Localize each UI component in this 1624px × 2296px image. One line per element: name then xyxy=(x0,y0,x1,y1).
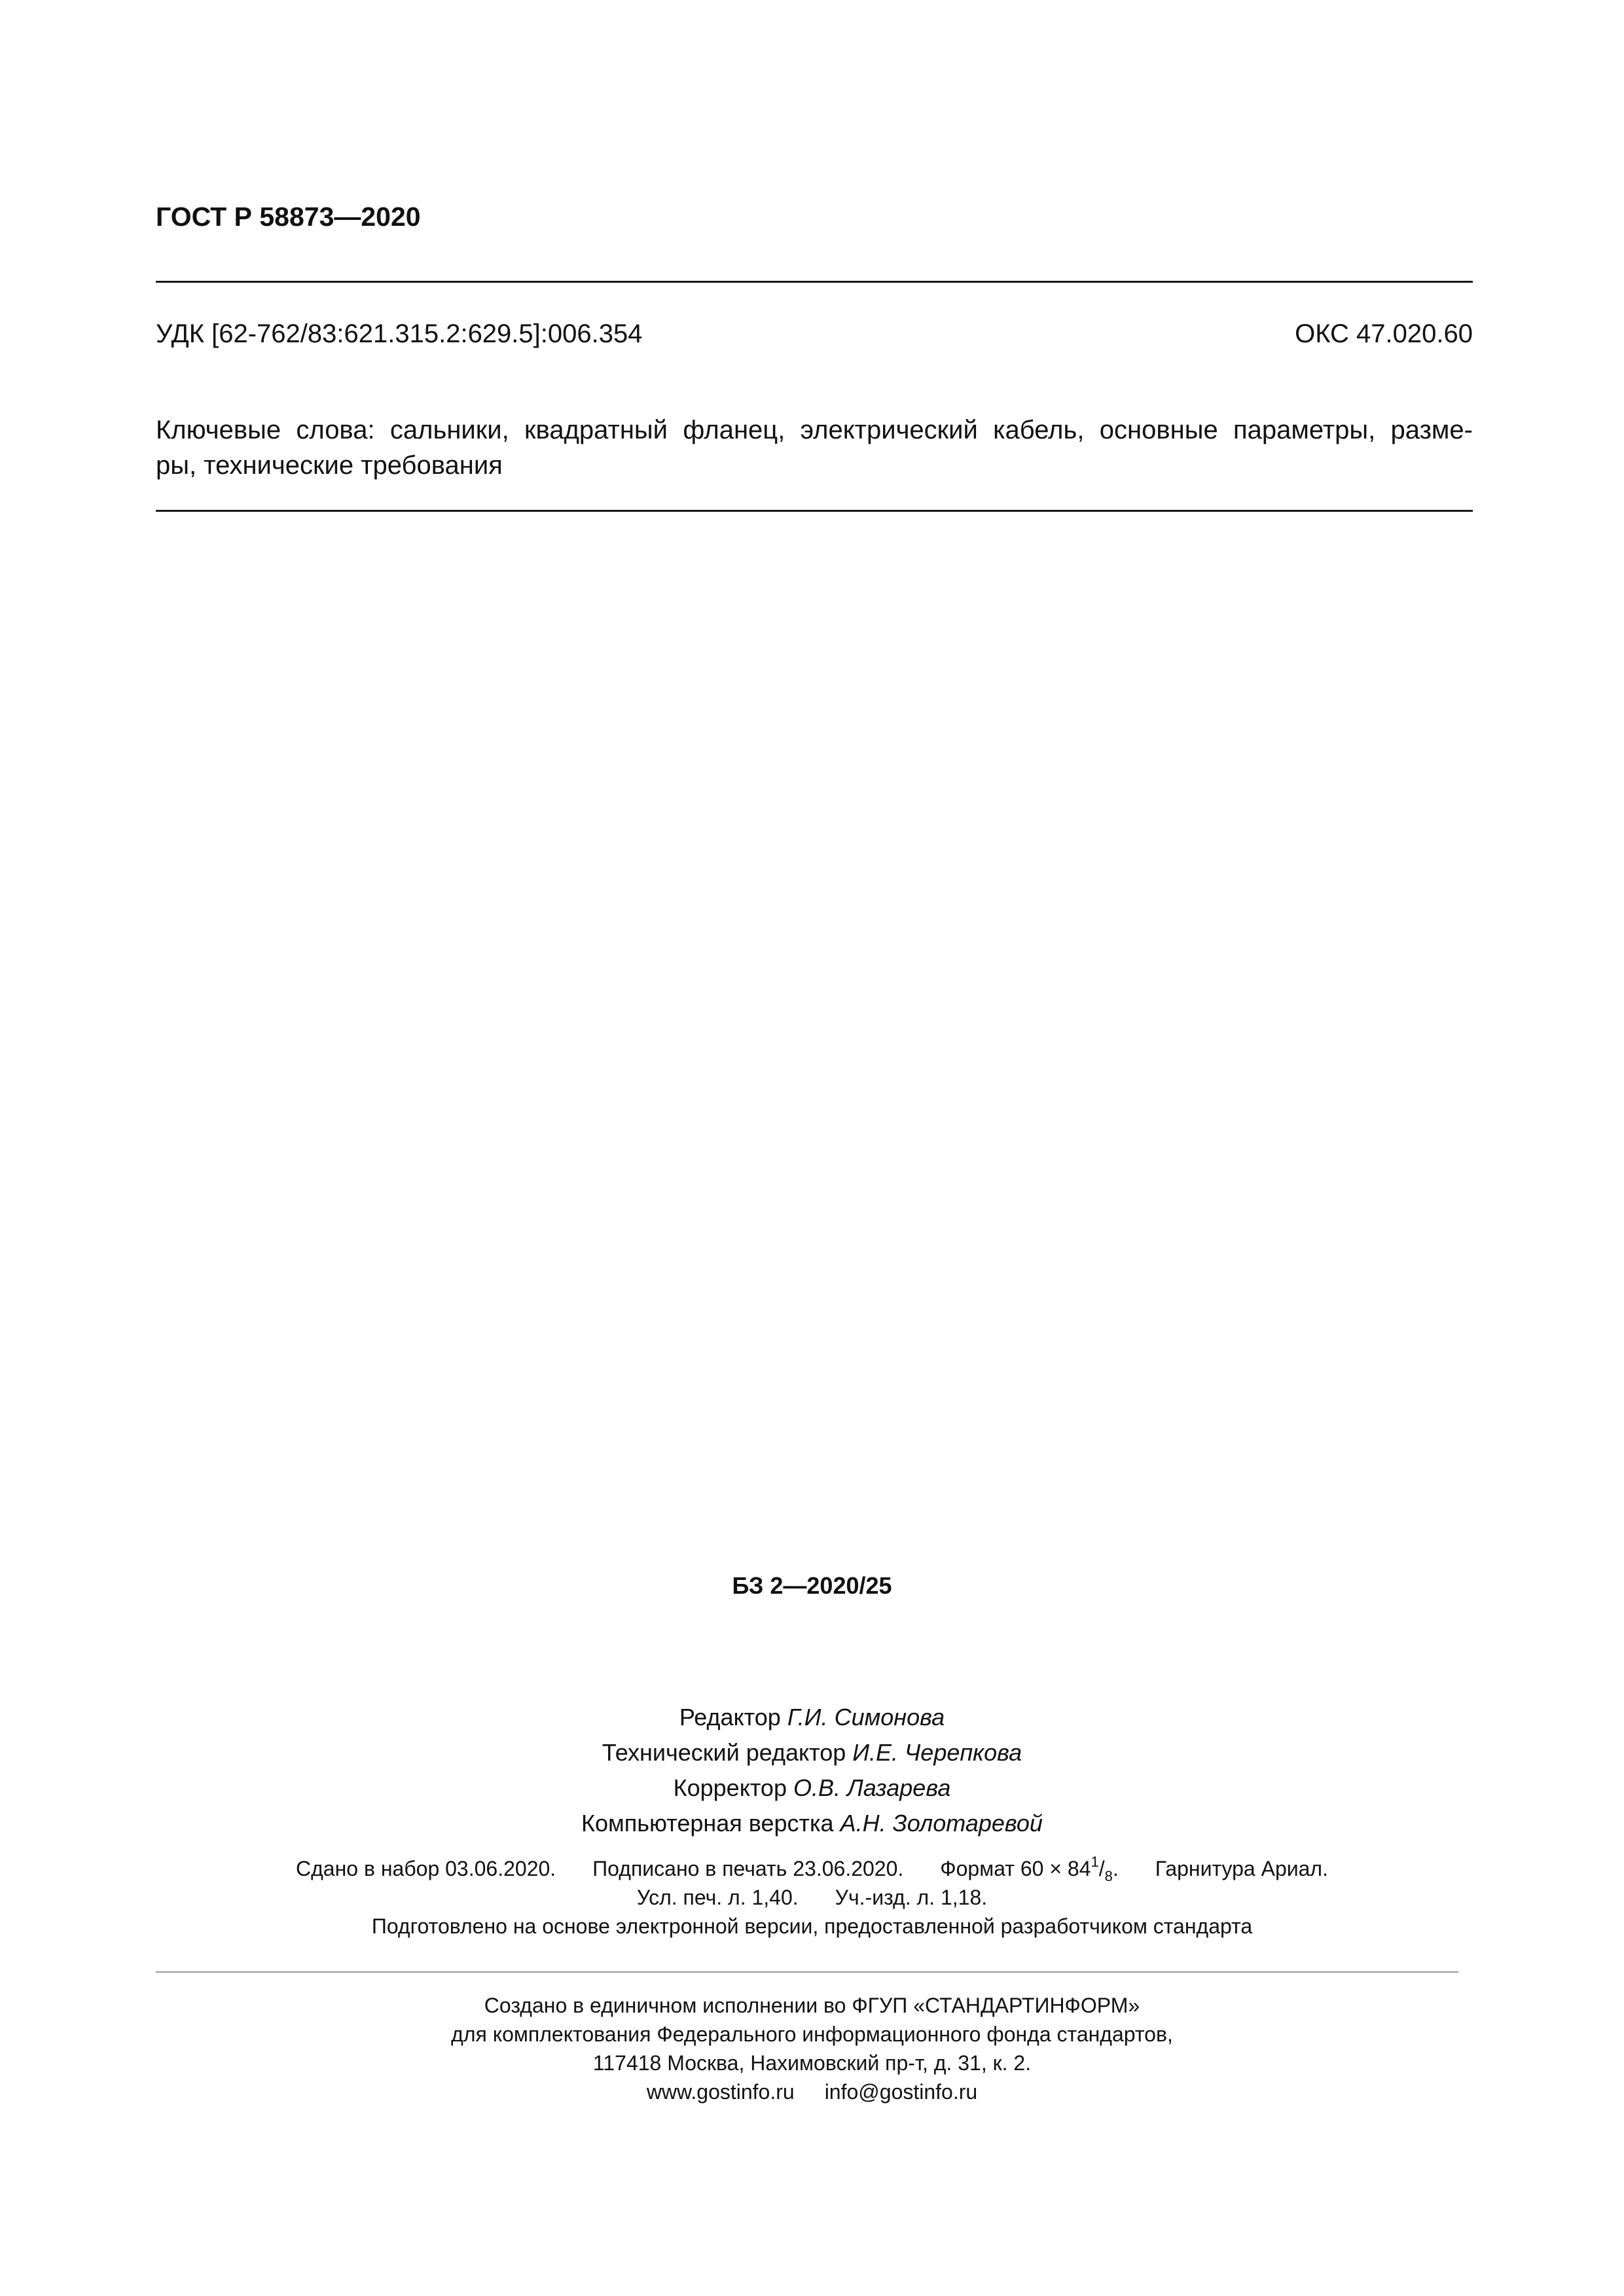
imprint-divider xyxy=(156,1971,1458,1973)
imprint-block xyxy=(0,1854,1624,1941)
document-code: ГОСТ Р 58873—2020 xyxy=(156,202,421,232)
credit-role: Компьютерная верстка xyxy=(581,1810,834,1837)
keywords-line: Ключевые слова: сальники, квадратный фланец, электрический кабель, основные параметры, разме- xyxy=(156,416,1473,444)
credit-name: Г.И. Симонова xyxy=(787,1704,945,1731)
credit-line xyxy=(0,1700,1624,1735)
credit-line xyxy=(0,1770,1624,1806)
credit-role: Редактор xyxy=(679,1704,781,1731)
bz-number: БЗ 2—2020/25 xyxy=(732,1572,892,1599)
credit-name: А.Н. Золотаревой xyxy=(840,1810,1043,1837)
credit-role: Корректор xyxy=(673,1774,787,1801)
credit-name: О.В. Лазарева xyxy=(793,1774,951,1801)
publisher-line: для комплектования Федерального информационного фонда стандартов, xyxy=(451,2022,1173,2046)
keywords-block xyxy=(156,412,1473,483)
publisher-block xyxy=(0,1991,1624,2106)
format-info: Формат $60 \times 84^1/_8$. xyxy=(940,1854,1119,1884)
publish-sheets: Уч.-изд. л. 1,18. xyxy=(835,1886,988,1909)
imprint-line xyxy=(0,1883,1624,1912)
credit-name: И.Е. Черепкова xyxy=(852,1739,1022,1766)
imprint-line xyxy=(0,1854,1624,1883)
sent-to-set: Сдано в набор 03.06.2020. xyxy=(296,1857,556,1880)
credits-block xyxy=(0,1700,1624,1841)
top-divider xyxy=(156,281,1473,283)
udk-code: УДК [62-762/83:621.315.2:629.5]:006.354 xyxy=(156,319,643,348)
publisher-line: Создано в единичном исполнении во ФГУП «СТАНДАРТИНФОРМ» xyxy=(484,1994,1140,2017)
publisher-contacts xyxy=(0,2077,1624,2106)
print-sheets: Усл. печ. л. 1,40. xyxy=(636,1886,799,1909)
keywords-divider xyxy=(156,510,1473,512)
keywords-line: ры, технические требования xyxy=(156,451,503,480)
typeface-info: Гарнитура Ариал. xyxy=(1155,1857,1328,1880)
website-link: www.gostinfo.ru xyxy=(646,2080,795,2104)
publisher-address: 117418 Москва, Нахимовский пр-т, д. 31, к. 2. xyxy=(592,2051,1032,2075)
prepared-note: Подготовлено на основе электронной версии, предоставленной разработчиком стандарта xyxy=(371,1914,1253,1938)
oks-code: ОКС 47.020.60 xyxy=(1295,319,1473,348)
signed-to-print: Подписано в печать 23.06.2020. xyxy=(592,1857,904,1880)
credit-line xyxy=(0,1735,1624,1770)
credit-line xyxy=(0,1806,1624,1841)
email-link: info@gostinfo.ru xyxy=(824,2080,978,2104)
credit-role: Технический редактор xyxy=(602,1739,846,1766)
